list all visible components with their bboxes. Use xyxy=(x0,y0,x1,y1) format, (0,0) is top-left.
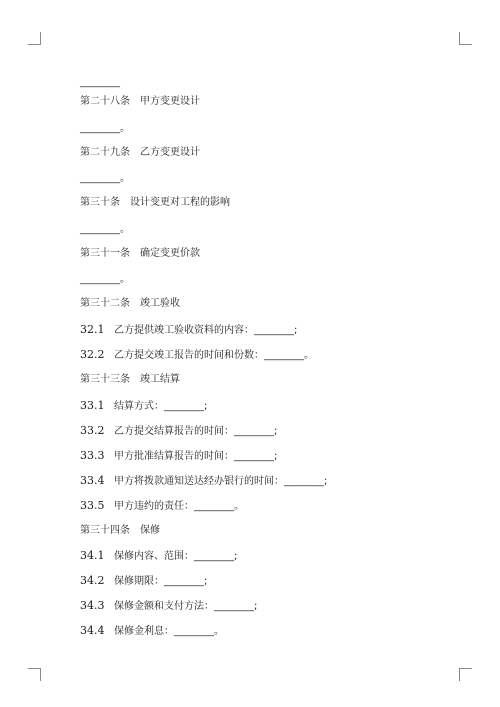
clause-number: 34.2 xyxy=(80,574,105,587)
page-corner-mark xyxy=(28,668,41,681)
clause-text: 乙方提交结算报告的时间：________; xyxy=(114,426,278,437)
clause-text: 结算方式：________; xyxy=(114,401,208,412)
clause-number: 32.2 xyxy=(80,348,105,361)
clause-text: 乙方提供竣工验收资料的内容：________; xyxy=(114,325,298,336)
blank-line: ________。 xyxy=(80,224,130,235)
blank-line: ________。 xyxy=(80,173,130,184)
clause-number: 34.1 xyxy=(80,549,105,562)
clause-text: 甲方违约的责任：________。 xyxy=(114,501,244,512)
clause-text: 保修期限：________; xyxy=(114,576,208,587)
clause-line xyxy=(80,348,314,363)
clause-number: 33.4 xyxy=(80,474,105,487)
clause-number: 33.3 xyxy=(80,449,105,462)
page-corner-mark xyxy=(28,32,41,45)
clause-text: 保修金利息：________。 xyxy=(114,626,224,637)
clause-line xyxy=(80,499,244,514)
clause-text: 甲方将拨款通知送达经办银行的时间：________; xyxy=(114,476,328,487)
clause-number: 32.1 xyxy=(80,323,105,336)
clause-line xyxy=(80,323,297,338)
clause-number: 33.1 xyxy=(80,399,105,412)
clause-line xyxy=(80,474,327,489)
article-heading: 第三十条 设计变更对工程的影响 xyxy=(80,197,230,208)
article-heading: 第二十八条 甲方变更设计 xyxy=(80,96,200,107)
clause-number: 34.3 xyxy=(80,599,105,612)
clause-line xyxy=(80,599,257,614)
blank-line: ________。 xyxy=(80,123,130,134)
clause-line xyxy=(80,399,207,414)
clause-line xyxy=(80,624,224,639)
clause-text: 乙方提交竣工报告的时间和份数：________。 xyxy=(114,350,314,361)
clause-text: 保修金额和支付方法：________; xyxy=(114,601,258,612)
clause-number: 34.4 xyxy=(80,624,105,637)
article-heading: 第三十四条 保修 xyxy=(80,525,160,536)
article-heading: 第三十一条 确定变更价款 xyxy=(80,248,200,259)
blank-line: ________ xyxy=(80,77,120,88)
clause-line xyxy=(80,449,277,464)
clause-line xyxy=(80,424,277,439)
clause-text: 保修内容、范围：________; xyxy=(114,551,238,562)
article-heading: 第三十三条 竣工结算 xyxy=(80,374,180,385)
clause-number: 33.5 xyxy=(80,499,105,512)
page-corner-mark xyxy=(459,32,472,45)
clause-line xyxy=(80,549,237,564)
clause-text: 甲方批准结算报告的时间：________; xyxy=(114,451,278,462)
clause-line xyxy=(80,574,207,589)
article-heading: 第二十九条 乙方变更设计 xyxy=(80,147,200,158)
blank-line: ________。 xyxy=(80,274,130,285)
article-heading: 第三十二条 竣工验收 xyxy=(80,298,180,309)
page-corner-mark xyxy=(459,668,472,681)
clause-number: 33.2 xyxy=(80,424,105,437)
